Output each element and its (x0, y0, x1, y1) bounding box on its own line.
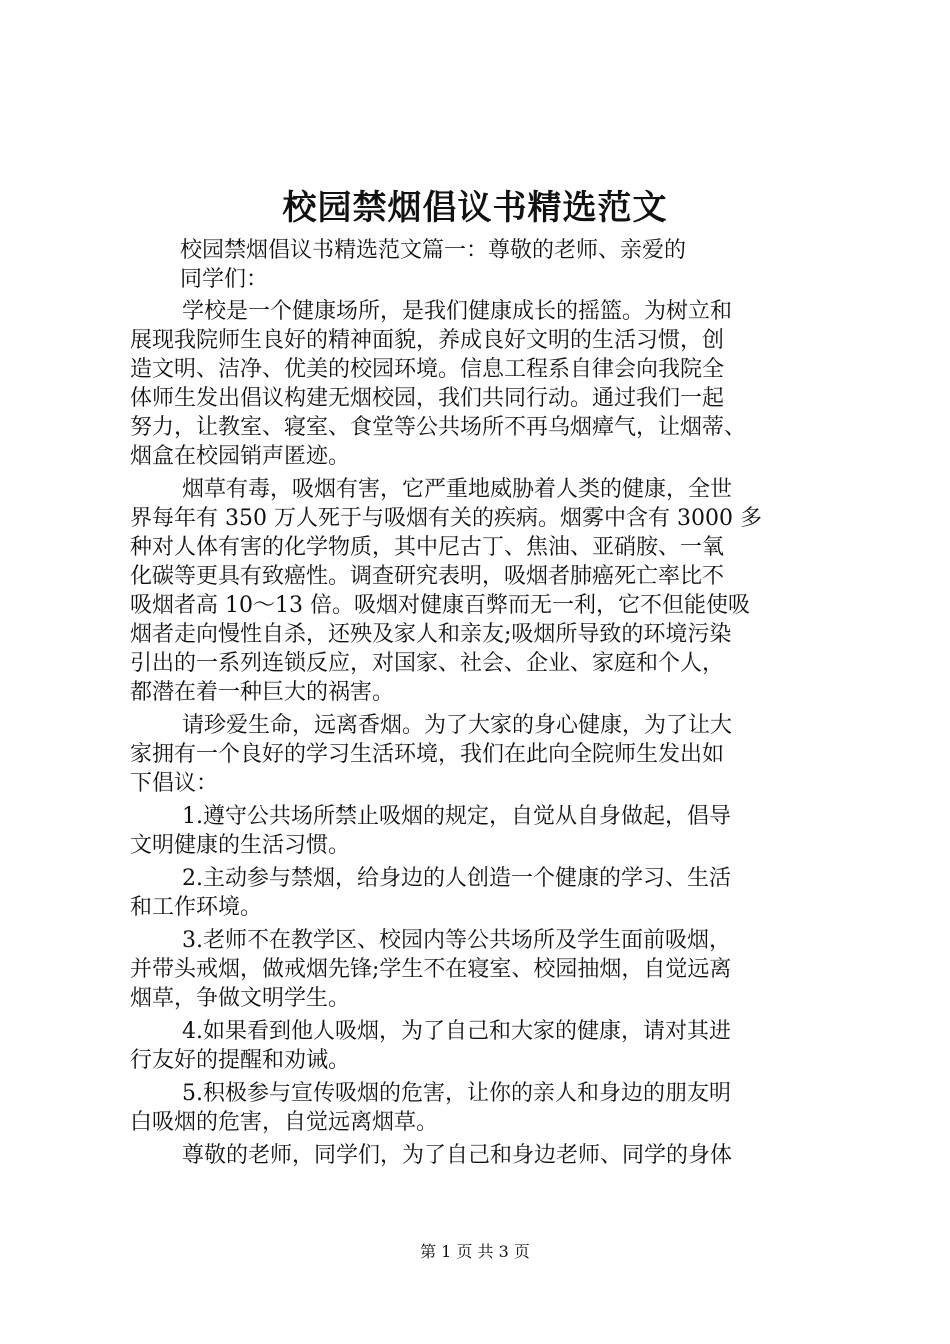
paragraph-line: 和工作环境。 (130, 895, 263, 920)
paragraph-line: 烟草，争做文明学生。 (130, 986, 351, 1011)
intro-block (180, 236, 800, 294)
paragraph-first-line: 学校是一个健康场所，是我们健康成长的摇篮。为树立和 (182, 299, 733, 324)
document-body (130, 297, 836, 1170)
paragraph-first-line: 3.老师不在教学区、校园内等公共场所及学生面前吸烟， (182, 928, 731, 953)
paragraph-line: 界每年有 350 万人死于与吸烟有关的疾病。烟雾中含有 3000 多 (130, 506, 762, 531)
paragraph-line: 种对人体有害的化学物质，其中尼古丁、焦油、亚硝胺、一氧 (130, 535, 725, 560)
paragraph-first-line: 烟草有毒，吸烟有害，它严重地威胁着人类的健康，全世 (182, 477, 733, 502)
paragraph-line: 文明健康的生活习惯。 (130, 833, 351, 858)
paragraph-line: 展现我院师生良好的精神面貌，养成良好文明的生活习惯，创 (130, 328, 725, 353)
paragraph-first-line: 2.主动参与禁烟，给身边的人创造一个健康的学习、生活 (182, 866, 731, 891)
paragraph-line: 都潜在着一种巨大的祸害。 (130, 680, 395, 705)
paragraph-line: 下倡议： (130, 771, 219, 796)
paragraph-first-line: 1.遵守公共场所禁止吸烟的规定，自觉从自身做起，倡导 (182, 804, 731, 829)
paragraph-first-line: 请珍爱生命，远离香烟。为了大家的身心健康，为了让大 (182, 713, 733, 738)
paragraph-line: 烟盒在校园销声匿迹。 (130, 444, 351, 469)
paragraph-line: 行友好的提醒和劝诫。 (130, 1048, 351, 1073)
paragraph-first-line: 4.如果看到他人吸烟，为了自己和大家的健康，请对其进 (182, 1019, 731, 1044)
paragraph-line: 努力，让教室、寝室、食堂等公共场所不再乌烟瘴气，让烟蒂、 (130, 415, 747, 440)
page-footer: 第 1 页 共 3 页 (420, 1242, 530, 1261)
paragraph-line: 吸烟者高 10～13 倍。吸烟对健康百弊而无一利，它不但能使吸 (130, 593, 750, 618)
paragraph-first-line: 5.积极参与宣传吸烟的危害，让你的亲人和身边的朋友明 (182, 1081, 731, 1106)
paragraph-line: 引出的一系列连锁反应，对国家、社会、企业、家庭和个人， (130, 651, 725, 676)
paragraph-line: 白吸烟的危害，自觉远离烟草。 (130, 1110, 439, 1135)
paragraph-line: 家拥有一个良好的学习生活环境，我们在此向全院师生发出如 (130, 742, 725, 767)
paragraph-first-line: 尊敬的老师，同学们，为了自己和身边老师、同学的身体 (182, 1143, 733, 1168)
paragraph-line: 造文明、洁净、优美的校园环境。信息工程系自律会向我院全 (130, 357, 725, 382)
paragraph-line: 体师生发出倡议构建无烟校园，我们共同行动。通过我们一起 (130, 386, 725, 411)
intro-line: 校园禁烟倡议书精选范文篇一：尊敬的老师、亲爱的 (180, 238, 687, 263)
paragraph-line: 并带头戒烟，做戒烟先锋;学生不在寝室、校园抽烟，自觉远离 (130, 957, 732, 982)
intro-line: 同学们： (180, 267, 269, 292)
paragraph-line: 化碳等更具有致癌性。调查研究表明，吸烟者肺癌死亡率比不 (130, 564, 725, 589)
paragraph-line: 烟者走向慢性自杀，还殃及家人和亲友;吸烟所导致的环境污染 (130, 622, 732, 647)
document-title: 校园禁烟倡议书精选范文 (282, 188, 668, 228)
